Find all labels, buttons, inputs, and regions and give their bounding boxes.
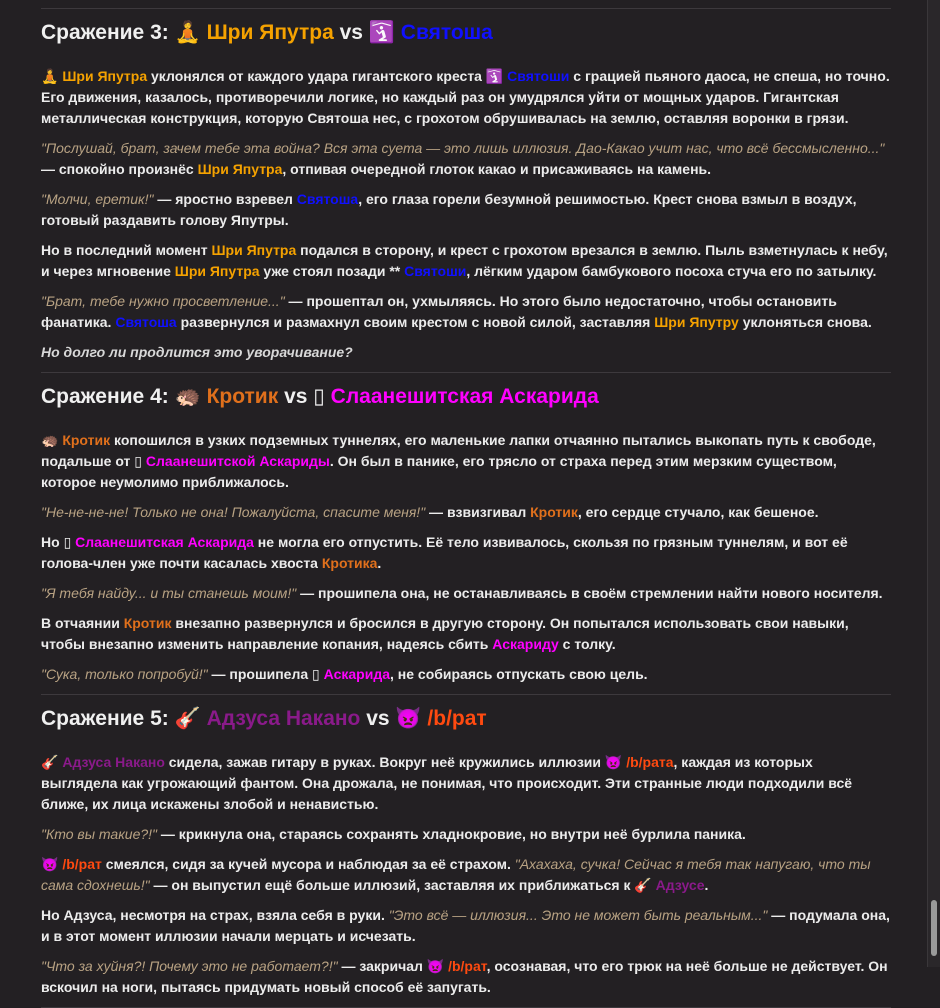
character-emoji-icon: ▯ (313, 385, 325, 408)
story-paragraph (41, 240, 891, 282)
character-emoji-icon: ▯ (312, 666, 320, 682)
character-name-askarida: Слаанешитская Аскарида (71, 534, 254, 550)
story-paragraph (41, 824, 891, 845)
narration-text: , каждая из которых выглядела как угрожающий фантом. Она дрожала, не понимая, что происходит. Эти странные люди подходили всё ближе, их лица искажены злобой и ненавистью. (41, 754, 853, 812)
story-paragraph (41, 752, 891, 815)
chat-message-content (41, 0, 891, 1008)
battle-heading (41, 705, 891, 733)
quote-text: "Это всё — иллюзия... Это не может быть реальным..." (388, 907, 768, 923)
section-divider (41, 372, 891, 373)
section-divider (41, 8, 891, 9)
character-emoji-icon: 👿 (604, 754, 623, 770)
character-emoji-icon: 🦔 (41, 432, 59, 448)
scrollbar[interactable] (927, 0, 940, 967)
narration-text: vs (360, 707, 396, 730)
character-name-adzusa: Адзусе (651, 877, 705, 893)
narration-text: с толку. (558, 636, 616, 652)
character-name-svyatosha: Святоша (115, 314, 177, 330)
character-name-askarida: Слаанешитская Аскарида (324, 385, 599, 408)
narration-text: — крикнула она, стараясь сохранять хладнокровие, но внутри неё бурлила паника. (157, 826, 746, 842)
narration-text: уклоняться снова. (738, 314, 872, 330)
character-emoji-icon: ▯ (63, 534, 72, 550)
story-paragraph (41, 532, 891, 574)
character-emoji-icon: 🛐 (368, 21, 395, 44)
narration-text: смеялся, сидя за кучей мусора и наблюдая за её страхом. (101, 856, 515, 872)
character-name-brat: /b/рат (421, 707, 487, 730)
character-emoji-icon: ▯ (134, 453, 143, 469)
story-paragraph (41, 905, 891, 947)
story-paragraph (41, 430, 891, 493)
character-emoji-icon: 🎸 (41, 754, 59, 770)
narration-text: копошился в узких подземных туннелях, его маленькие лапки отчаянно пытались выкопать путь к свободе, подальше от (41, 432, 876, 469)
narration-text: подался в сторону, и крест с грохотом врезался в землю. Пыль взметнулась к небу, и через мгновение (41, 242, 888, 279)
narration-text: vs (333, 21, 369, 44)
narration-text: В отчаянии (41, 615, 124, 631)
quote-text: "Что за хуйня?! Почему это не работает?!" (41, 958, 338, 974)
character-name-krotik: Кротика (321, 555, 378, 571)
quote-text: "Я тебя найду... и ты станешь моим!" (41, 585, 297, 601)
character-emoji-icon: 🎸 (634, 877, 652, 893)
story-paragraph (41, 138, 891, 180)
narration-text: сидела, зажав гитару в руках. Вокруг неё кружились иллюзии (164, 754, 605, 770)
character-name-shri: Шри Япутра (174, 263, 260, 279)
narration-text: — взвизгивал (425, 504, 531, 520)
character-name-askarida: Аскариду (492, 636, 559, 652)
quote-text: "Брат, тебе нужно просветление..." (41, 293, 285, 309)
character-name-askarida: Аскарида (319, 666, 390, 682)
character-name-krotik: Кротик (200, 385, 279, 408)
narration-text: уже стоял позади ** (259, 263, 405, 279)
character-name-shri: Шри Япутра (197, 161, 283, 177)
section-divider (41, 694, 891, 695)
narration-text: внезапно развернулся и бросился в другую сторону. Он попытался использовать свои навыки, чтобы внезапно изменить направление копания, надеясь сбить (41, 615, 849, 652)
narration-text: vs (278, 385, 314, 408)
character-emoji-icon: 👿 (426, 958, 445, 974)
character-name-krotik: Кротик (58, 432, 111, 448)
scrollbar-thumb[interactable] (931, 900, 937, 956)
narration-text: Но в последний момент (41, 242, 212, 258)
narration-text: . (377, 555, 382, 571)
narration-text: . (704, 877, 709, 893)
character-emoji-icon: 🦔 (174, 385, 201, 408)
narration-text: уклонялся от каждого удара гигантского креста (147, 68, 486, 84)
story-paragraph (41, 291, 891, 333)
quote-text: "Послушай, брат, зачем тебе эта война? Вся эта суета — это лишь иллюзия. Дао-Какао учит нас, что всё бессмысленно..." (41, 140, 885, 156)
narration-text: — закричал (337, 958, 427, 974)
character-name-shri: Шри Япутру (654, 314, 739, 330)
character-emoji-icon: 🛐 (485, 68, 504, 84)
narration-text: — спокойно произнёс (41, 161, 198, 177)
narration-text: — яростно взревел (153, 191, 297, 207)
character-name-brat: /b/рат (58, 856, 102, 872)
character-name-svyatosha: Святоши (404, 263, 467, 279)
narration-text: Но Адзуса, несмотря на страх, взяла себя в руки. (41, 907, 389, 923)
narration-text: , лёгким ударом бамбукового посоха стуча его по затылку. (466, 263, 877, 279)
narration-text: Сражение 4: (41, 385, 175, 408)
character-name-shri: Шри Япутра (58, 68, 148, 84)
story-paragraph (41, 956, 891, 998)
quote-text: "Сука, только попробуй!" (41, 666, 208, 682)
character-name-brat: /b/рата (622, 754, 674, 770)
character-name-brat: /b/рат (444, 958, 487, 974)
narration-text: , его сердце стучало, как бешеное. (577, 504, 819, 520)
narration-text: — прошептал он, ухмыляясь. Но этого было недостаточно, чтобы остановить фанатика. (41, 293, 837, 330)
character-name-svyatosha: Святоша (394, 21, 493, 44)
narration-text: . Он был в панике, его трясло от страха перед этим мерзким существом, которое неумолимо приближалось. (41, 453, 837, 490)
story-paragraph (41, 502, 891, 523)
character-name-shri: Шри Япутра (211, 242, 297, 258)
story-paragraph (41, 189, 891, 231)
character-emoji-icon: 🎸 (174, 707, 201, 730)
character-name-krotik: Кротик (530, 504, 578, 520)
quote-text: "Молчи, еретик!" (41, 191, 154, 207)
narration-text: не могла его отпустить. Её тело извивалось, скользя по грязным туннелям, и вот её голова-член уже почти касалась хвоста (41, 534, 848, 571)
narration-text: , его глаза горели безумной решимостью. Крест снова взмыл в воздух, готовый раздавить голову Япутры. (41, 191, 857, 228)
character-name-adzusa: Адзуса Накано (200, 707, 361, 730)
character-name-adzusa: Адзуса Накано (58, 754, 165, 770)
quote-text: "Не-не-не-не! Только не она! Пожалуйста, спасите меня!" (41, 504, 426, 520)
character-name-askarida: Слаанешитской Аскариды (142, 453, 330, 469)
quote-text: "Ахахаха, сучка! Сейчас я тебя так напугаю, что ты сама сдохнешь!" (41, 856, 871, 893)
narration-text: , осознавая, что его трюк на неё больше не действует. Он вскочил на ноги, пытаясь придумать новый способ её запугать. (41, 958, 888, 995)
narration-text: Сражение 3: (41, 21, 175, 44)
narration-text: с грацией пьяного даоса, не спеша, но точно. Его движения, казалось, противоречили логике, но каждый раз он умудрялся уйти от мощных ударов. Гигантская металлическая конструкция, которую Святоша нес, с грохотом обрушивалась на землю, оставляя воронки в грязи. (41, 68, 890, 126)
character-name-svyatosha: Святоши (503, 68, 570, 84)
narration-text: , не собираясь отпускать свою цель. (390, 666, 648, 682)
story-paragraph (41, 342, 891, 363)
character-name-krotik: Кротик (123, 615, 172, 631)
narration-text: — прошипела она, не останавливаясь в своём стремлении найти нового носителя. (296, 585, 883, 601)
narration-text: — он выпустил ещё больше иллюзий, заставляя их приближаться к (149, 877, 635, 893)
character-emoji-icon: 👿 (395, 707, 422, 730)
story-paragraph (41, 854, 891, 896)
character-emoji-icon: 🧘 (174, 21, 201, 44)
story-paragraph (41, 583, 891, 604)
story-paragraph (41, 613, 891, 655)
narration-text: Но (41, 534, 64, 550)
character-emoji-icon: 🧘 (41, 68, 59, 84)
narration-text: — подумала она, и в этот момент иллюзии начали мерцать и исчезать. (41, 907, 890, 944)
character-name-shri: Шри Япутра (200, 21, 334, 44)
battle-heading (41, 19, 891, 47)
narration-text: , отпивая очередной глоток какао и присаживаясь на камень. (282, 161, 712, 177)
narration-text: Сражение 5: (41, 707, 175, 730)
story-paragraph (41, 664, 891, 685)
italic-text: Но долго ли продлится это уворачивание? (41, 344, 353, 360)
narration-text: — прошипела (207, 666, 313, 682)
quote-text: "Кто вы такие?!" (41, 826, 158, 842)
narration-text: развернулся и размахнул своим крестом с новой силой, заставляя (176, 314, 655, 330)
battle-heading (41, 383, 891, 411)
character-emoji-icon: 👿 (41, 856, 59, 872)
story-paragraph (41, 66, 891, 129)
character-name-svyatosha: Святоша (296, 191, 359, 207)
